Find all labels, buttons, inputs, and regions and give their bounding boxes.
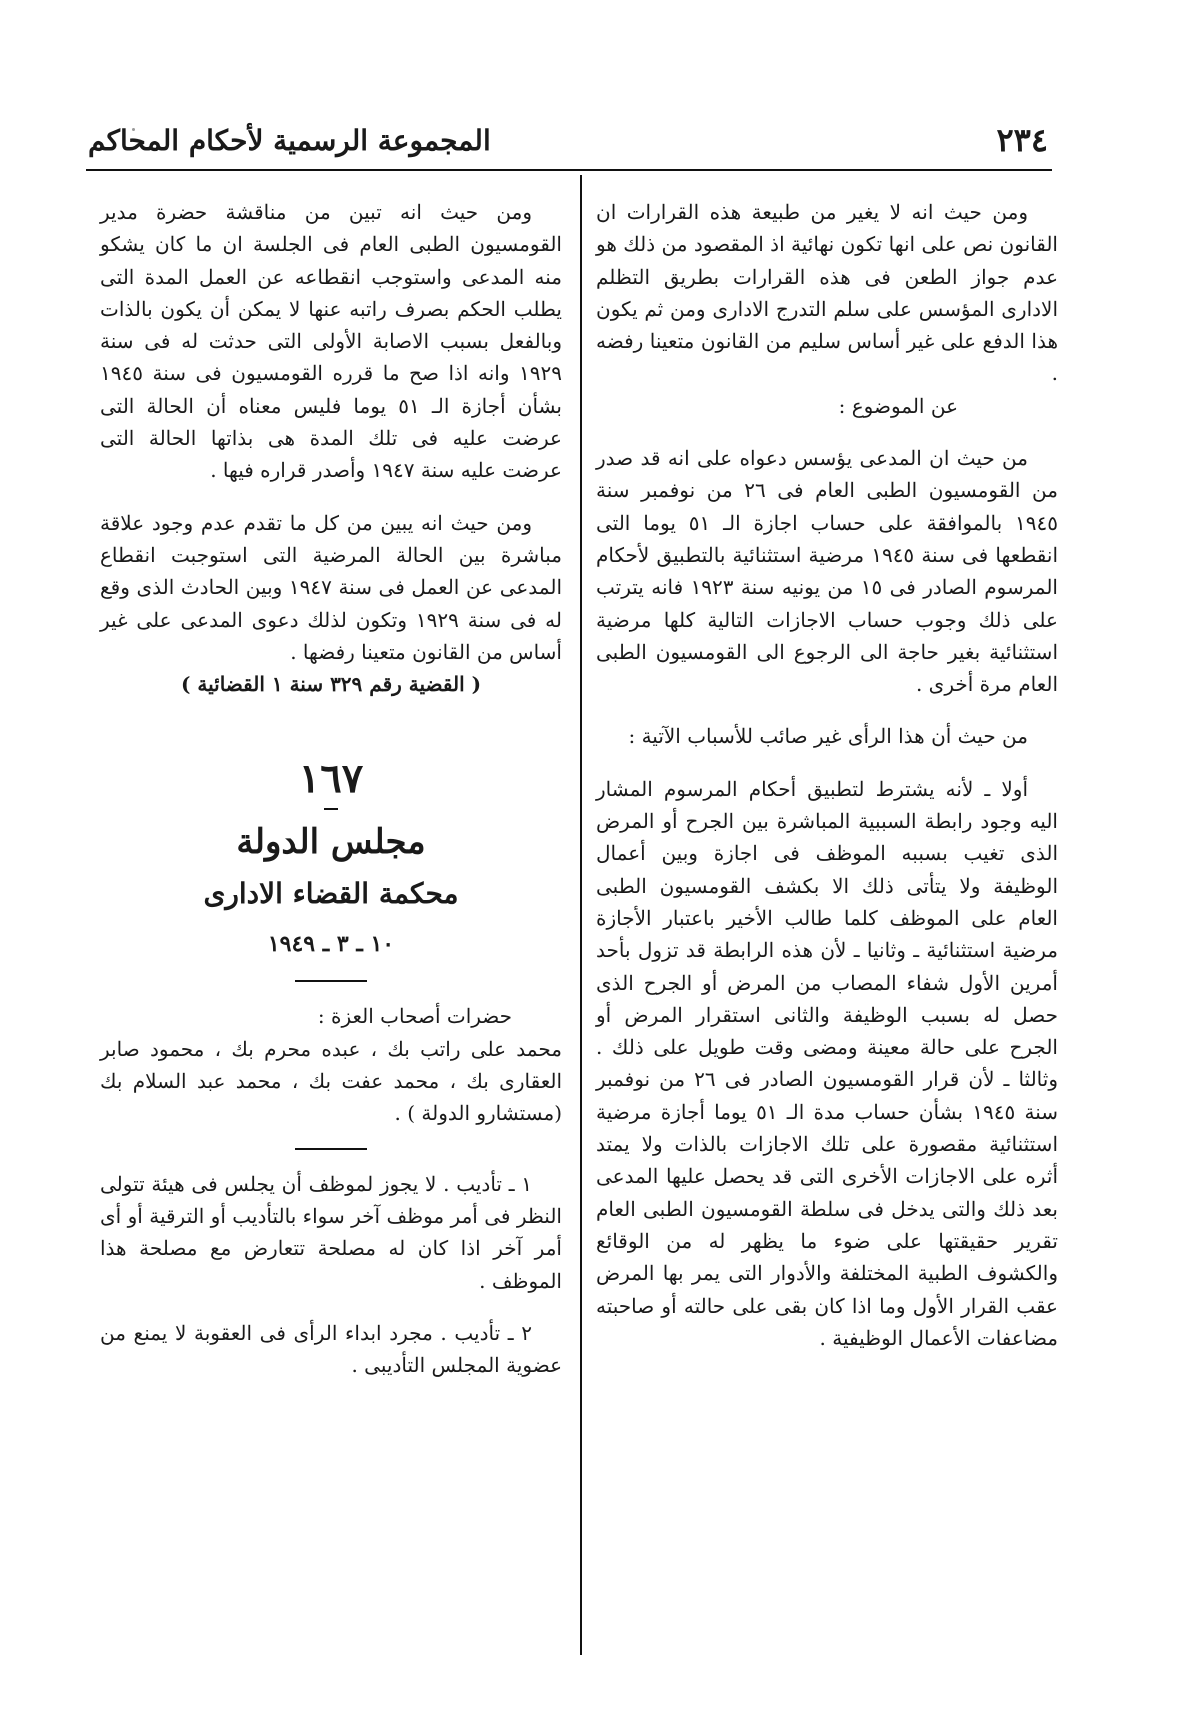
page-header [88, 118, 1048, 162]
headnote-2: ٢ ـ تأديب . مجرد ابداء الرأى فى العقوبة لا يمنع من عضوية المجلس التأديبى . [100, 1320, 562, 1378]
column-divider [580, 175, 582, 1655]
left-column [100, 196, 562, 1381]
court-division: محكمة القضاء الادارى [203, 877, 459, 911]
paragraph-reasons-intro: من حيث أن هذا الرأى غير صائب للأسباب الآتية : [628, 724, 1028, 749]
headnote-1: ١ ـ تأديب . لا يجوز لموظف أن يجلس فى هيئة تتولى النظر فى أمر موظف آخر سواء بالتأديب أو الترقية أو أى أمر آخر اذا كان له مصلحة تتعارض مع مصلحة هذا الموظف . [100, 1171, 562, 1293]
ruling-date: ١٠ ـ ٣ ـ ١٩٤٩ [267, 931, 395, 958]
paragraph-finding: ومن حيث انه تبين من مناقشة حضرة مدير القومسيون الطبى العام فى الجلسة ان ما كان يشكو منه المدعى واستوجب انقطاعه عن العمل المدة التى يطلب الحكم بصرف راتبه عنها لا يمكن أن يكون بالذات وبالفعل بسبب الاصابة الأولى التى حدثت له فى سنة ١٩٢٩ وانه اذا صح ما قرره القومسيون فى سنة ١٩٤٥ بشأن أجازة الـ ٥١ يوما فليس معناه أن الحالة التى عرضت عليه فى تلك المدة هى بذاتها الحالة التى عرضت عليه سنة ١٩٤٧ وأصدر قراره فيها . [100, 200, 562, 483]
ruling-number-dash [324, 808, 338, 810]
right-column [596, 196, 1058, 1354]
headnotes [100, 1168, 562, 1382]
running-title: المجموعة الرسمية لأحكام المحاكم [88, 123, 491, 157]
paragraph-claim: من حيث ان المدعى يؤسس دعواه على انه قد صدر من القومسيون الطبى العام فى ٢٦ من نوفمبر سنة ١٩٤٥ بالموافقة على حساب اجازة الـ ٥١ يوما التى انقطعها فى سنة ١٩٤٥ مرضية استثنائية بالتطبيق لأحكام المرسوم الصادر فى ١٥ من يونيه سنة ١٩٢٣ فانه يترتب على ذلك وجوب حساب الاجازات التالية كلها مرضية استثنائية بغير حاجة الى الرجوع الى القومسيون الطبى العام مرة أخرى . [596, 446, 1058, 697]
judges-block [100, 1033, 562, 1130]
separator-rule [295, 980, 367, 982]
page-number: ٢٣٤ [996, 121, 1048, 159]
case-reference: ( القضية رقم ٣٢٩ سنة ١ القضائية ) [180, 672, 482, 697]
paragraph-jurisdiction: ومن حيث انه لا يغير من طبيعة هذه القرارات ان القانون نص على انها تكون نهائية اذ المقصود من ذلك هو عدم جواز الطعن فى هذه القرارات بطريق التظلم الادارى المؤسس على سلم التدرج الادارى ومن ثم يكون هذا الدفع على غير أساس سليم من القانون متعينا رفضه . [596, 200, 1059, 386]
ruling-number: ١٦٧ [298, 755, 364, 803]
judges-list: محمد على راتب بك ، عبده محرم بك ، محمود صابر العقارى بك ، محمد عفت بك ، محمد عبد السلام بك (مستشارو الدولة ) . [100, 1036, 562, 1126]
section-heading-merits: عن الموضوع : [838, 393, 958, 418]
paragraph-reasons: أولا ـ لأنه يشترط لتطبيق أحكام المرسوم المشار اليه وجود رابطة السببية المباشرة بين الجرح أو المرض الذى تغيب بسببه الموظف فى اجازة وبين أعمال الوظيفة ولا يتأتى ذلك الا بكشف القومسيون الطبى العام على الموظف كلما طالب الأخير باعتبار الأجازة مرضية استثنائية ـ وثانيا ـ لأن هذه الرابطة قد تزول بأحد أمرين الأول شفاء المصاب من المرض أو الجرح الذى حصل له بسبب الوظيفة والثانى استقرار المرض أو الجرح على حالة معينة ومضى وقت طويل على ذلك . وثالثا ـ لأن قرار القومسيون الصادر فى ٢٦ من نوفمبر سنة ١٩٤٥ بشأن حساب مدة الـ ٥١ يوما أجازة مرضية استثنائية مقصورة على تلك الاجازات بالذات ولا يمتد أثره على الاجازات الأخرى التى قد يحصل عليها المدعى بعد ذلك والتى يدخل فى سلطة القومسيون الطبى العام تقرير حقيقتها على ضوء ما يظهر له من الوقائع والكشوف الطبية المختلفة والأدوار التى يمر بها المرض عقب القرار الأول وما اذا كان بقى على حالته أو صاحبته مضاعفات الأعمال الوظيفية . [596, 776, 1059, 1350]
separator-rule [295, 1148, 367, 1150]
court-name: مجلس الدولة [236, 822, 426, 863]
paragraph-conclusion: ومن حيث انه يبين من كل ما تقدم عدم وجود علاقة مباشرة بين الحالة المرضية التى استوجبت انقطاع المدعى عن العمل فى سنة ١٩٤٧ وبين الحادث الذى وقع له فى سنة ١٩٢٩ وتكون لذلك دعوى المدعى على غير أساس من القانون متعينا رفضها . [100, 510, 563, 664]
judges-heading: حضرات أصحاب العزة : [317, 1004, 512, 1029]
header-rule [86, 169, 1052, 171]
